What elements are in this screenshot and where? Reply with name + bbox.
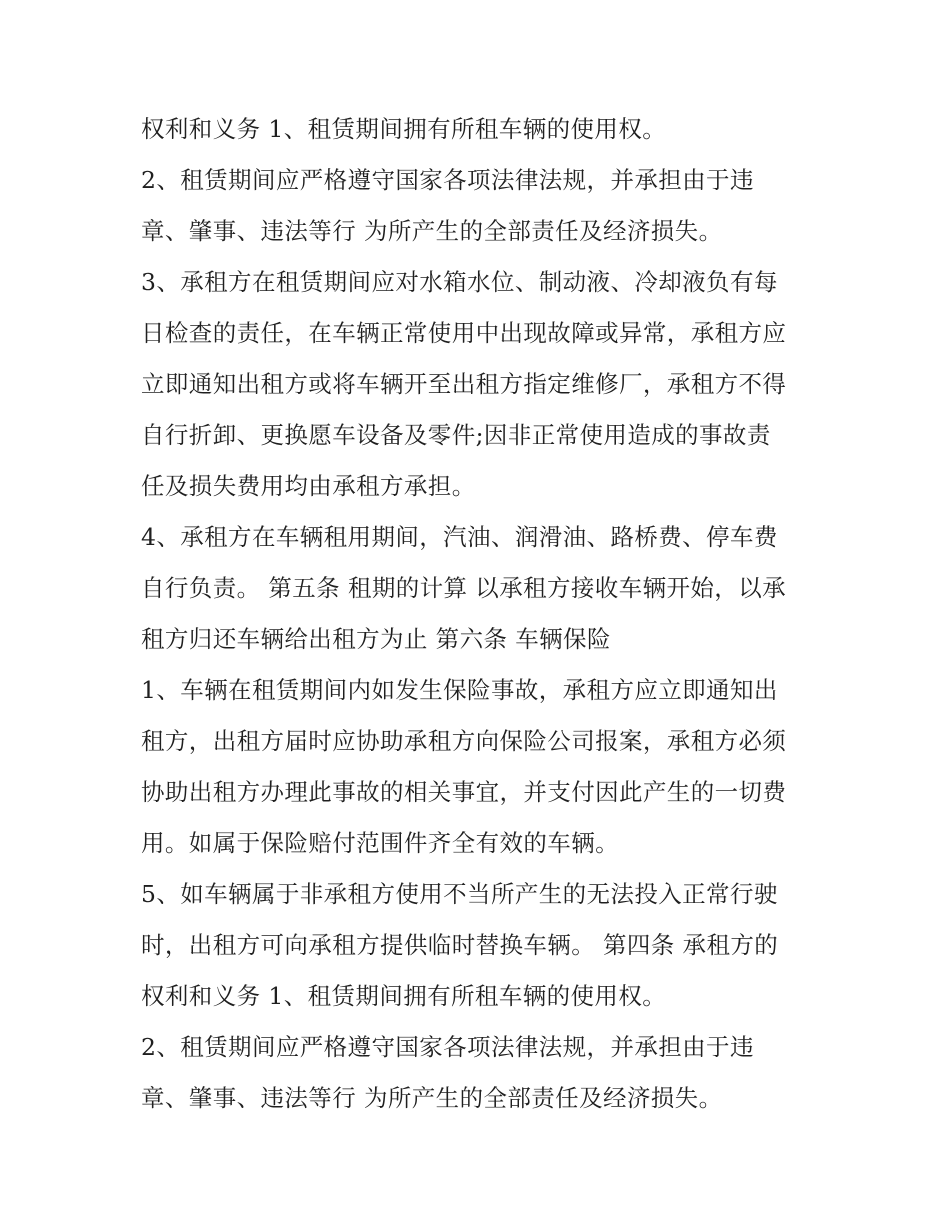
text-line-12: 1、车辆在租赁期间内如发生保险事故，承租方应立即通知出 <box>141 676 778 704</box>
text-line-18: 权利和义务 1、租赁期间拥有所租车辆的使用权。 <box>141 982 667 1010</box>
text-line-8: 任及损失费用均由承租方承担。 <box>141 472 476 500</box>
text-line-13: 租方，出租方届时应协助承租方向保险公司报案，承租方必须 <box>141 727 787 755</box>
text-line-9: 4、承租方在车辆租用期间，汽油、润滑油、路桥费、停车费 <box>141 523 778 551</box>
document-body <box>141 104 821 1124</box>
text-line-4: 3、承租方在租赁期间应对水箱水位、制动液、冷却液负有每 <box>141 268 778 296</box>
text-line-5: 日检查的责任，在车辆正常使用中出现故障或异常，承租方应 <box>141 319 787 347</box>
text-line-16: 5、如车辆属于非承租方使用不当所产生的无法投入正常行驶 <box>141 880 778 908</box>
text-line-6: 立即通知出租方或将车辆开至出租方指定维修厂，承租方不得 <box>141 370 787 398</box>
text-line-2: 2、租赁期间应严格遵守国家各项法律法规，并承担由于违 <box>141 166 754 194</box>
text-line-3: 章、肇事、违法等行 为所产生的全部责任及经济损失。 <box>141 217 723 245</box>
text-line-20: 章、肇事、违法等行 为所产生的全部责任及经济损失。 <box>141 1084 723 1112</box>
text-line-11: 租方归还车辆给出租方为止 第六条 车辆保险 <box>141 625 611 653</box>
text-line-17: 时，出租方可向承租方提供临时替换车辆。 第四条 承租方的 <box>141 931 779 959</box>
text-line-14: 协助出租方办理此事故的相关事宜，并支付因此产生的一切费 <box>141 778 787 806</box>
text-line-7: 自行折卸、更换愿车设备及零件;因非正常使用造成的事故责 <box>141 421 771 449</box>
text-line-19: 2、租赁期间应严格遵守国家各项法律法规，并承担由于违 <box>141 1033 754 1061</box>
text-line-15: 用。如属于保险赔付范围件齐全有效的车辆。 <box>141 829 619 857</box>
text-line-10: 自行负责。 第五条 租期的计算 以承租方接收车辆开始，以承 <box>141 574 787 602</box>
text-line-1: 权利和义务 1、租赁期间拥有所租车辆的使用权。 <box>141 115 667 143</box>
